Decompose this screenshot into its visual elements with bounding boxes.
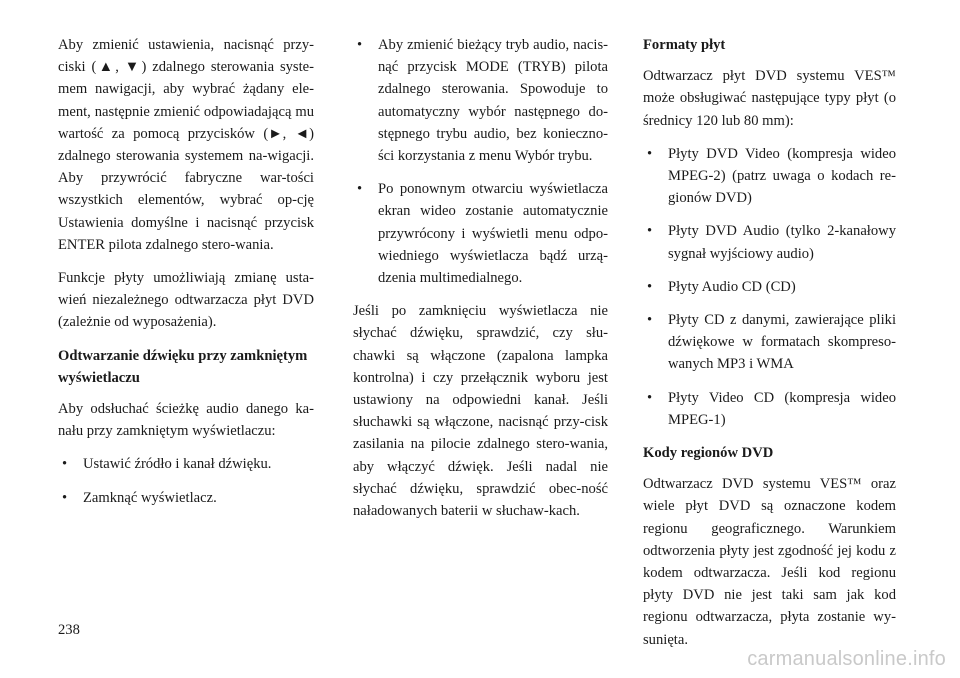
page-number: 238 [58, 622, 80, 638]
column-right [643, 34, 896, 662]
list-item: • Ustawić źródło i kanał dźwięku. [58, 453, 314, 475]
list-item: • Płyty DVD Audio (tylko 2-kanałowy sygnał wyjściowy audio) [643, 220, 896, 264]
paragraph-audio-instructions: Aby odsłuchać ścieżkę audio danego ka-nału przy zamkniętym wyświetlaczu: [58, 401, 314, 440]
column-left [58, 34, 314, 520]
list-item: • Płyty Video CD (kompresja wideo MPEG-1) [643, 387, 896, 431]
list-item: • Po ponownym otwarciu wyświetlacza ekran wideo zostanie automatycznie przywrócony i wyświetli menu odpo-wiedniego wyświetlacza bądź urzą-dzenia multimedialnego. [353, 178, 608, 289]
paragraph-disc-functions: Funkcje płyty umożliwiają zmianę usta-wień niezależnego odtwarzacza płyt DVD (zależnie od wyposażenia). [58, 270, 314, 331]
watermark: carmanualsonline.info [747, 648, 946, 670]
heading-disc-formats: Formaty płyt [643, 37, 726, 53]
list-item: • Płyty DVD Video (kompresja wideo MPEG-2) (patrz uwaga o kodach re-gionów DVD) [643, 143, 896, 210]
bullet-list-left [58, 453, 314, 508]
bullet-list-formats [643, 143, 896, 431]
paragraph-region-codes: Odtwarzacz DVD systemu VES™ oraz wiele płyt DVD są oznaczone kodem regionu geograficznego. Warunkiem odtworzenia płyty jest zgodność jej kodu z kodem odtwarzacza. Jeśli kod regionu płyty DVD nie jest taki sam jak kod regionu odtwarzacza, płyta zostanie wy-sunięta. [643, 476, 896, 648]
list-item: • Zamknąć wyświetlacz. [58, 487, 314, 509]
paragraph-no-sound: Jeśli po zamknięciu wyświetlacza nie słychać dźwięku, sprawdzić, czy słu-chawki są włączone (zapalona lampka kontrolna) i czy przełącznik wyboru jest ustawiony na odpowiedni kanał. Jeśli słuchawki są włączone, nacisnąć przy-cisk zasilania na pilocie zdalnego stero-wania, aby włączyć dźwięk. Jeśli nadal nie słychać dźwięku, sprawdzić obec-ność naładowanych baterii w słuchaw-kach. [353, 303, 608, 520]
bullet-list-middle [353, 34, 608, 289]
heading-audio-closed-display: Odtwarzanie dźwięku przy zamkniętym wyświetlaczu [58, 347, 308, 386]
heading-region-codes: Kody regionów DVD [643, 445, 774, 462]
list-item: • Płyty Audio CD (CD) [643, 276, 896, 298]
paragraph-supported-discs: Odtwarzacz płyt DVD systemu VES™ może obsługiwać następujące typy płyt (o średnicy 120 lub 80 mm): [643, 68, 896, 129]
paragraph-settings: Aby zmienić ustawienia, nacisnąć przy-ciski (▲, ▼) zdalnego sterowania syste-mem nawigacji, aby wybrać żądany ele-ment, następnie zmienić odpowiadającą mu wartość za pomocą przycisków (►, ◄) zdalnego sterowania systemem na-wigacji. Aby przywrócić fabryczne war-tości wszystkich elementów, wybrać op-cję Ustawienia domyślne i nacisnąć przycisk ENTER pilota zdalnego stero-wania. [58, 37, 314, 253]
list-item: • Aby zmienić bieżący tryb audio, nacis-nąć przycisk MODE (TRYB) pilota zdalnego sterowania. Spowoduje to automatyczny wybór następnego do-stępnego trybu audio, bez konieczno-ści korzystania z menu Wybór trybu. [353, 34, 608, 167]
list-item: • Płyty CD z danymi, zawierające pliki dźwiękowe w formatach skompreso-wanych MP3 i WMA [643, 309, 896, 376]
column-middle [353, 34, 608, 533]
